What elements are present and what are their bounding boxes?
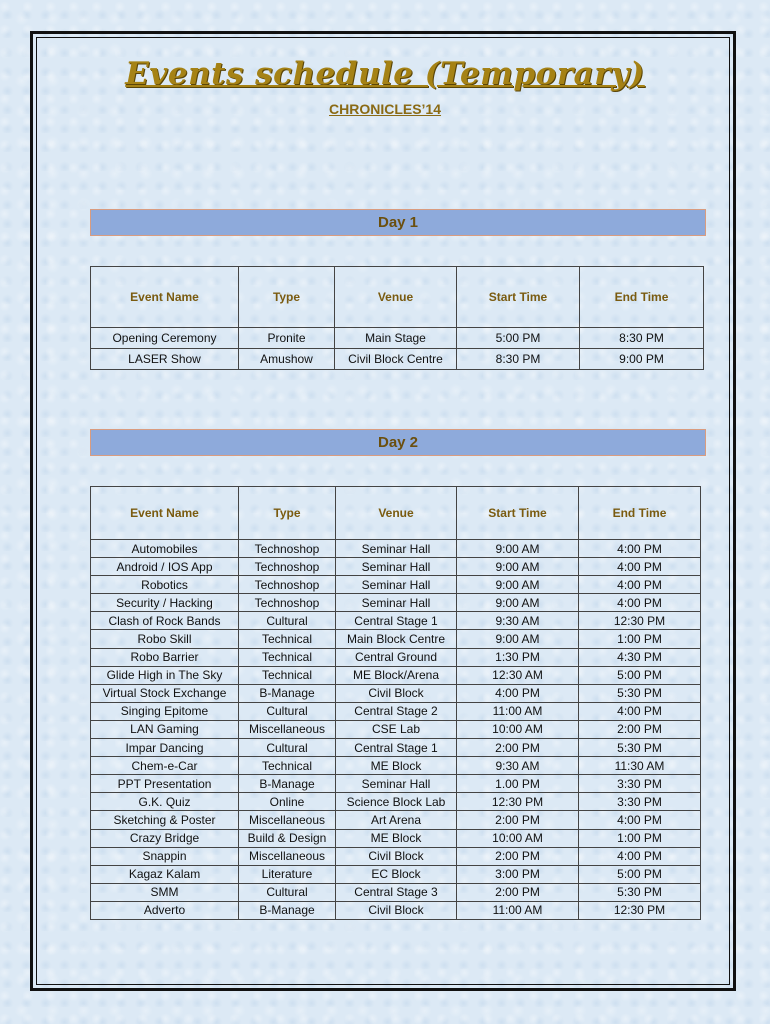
end-time-cell: 5:30 PM xyxy=(579,684,701,702)
start-time-cell: 4:00 PM xyxy=(457,684,579,702)
table-row xyxy=(91,594,701,612)
end-time-cell: 12:30 PM xyxy=(579,612,701,630)
table-row xyxy=(91,666,701,684)
type-cell: Technical xyxy=(239,757,336,775)
end-time-cell: 4:00 PM xyxy=(579,558,701,576)
end-time-cell: 12:30 PM xyxy=(579,901,701,919)
event-name-cell: Robo Skill xyxy=(91,630,239,648)
start-time-cell: 12:30 PM xyxy=(457,793,579,811)
venue-cell: Main Stage xyxy=(335,328,457,349)
table-header-row xyxy=(91,487,701,540)
event-name-cell: Android / IOS App xyxy=(91,558,239,576)
table-row xyxy=(91,865,701,883)
event-name-cell: Impar Dancing xyxy=(91,739,239,757)
event-name-cell: Security / Hacking xyxy=(91,594,239,612)
day-1-schedule-table xyxy=(90,266,704,370)
page-title: Events schedule (Temporary) xyxy=(125,56,645,92)
table-row xyxy=(91,793,701,811)
type-cell: Technoshop xyxy=(239,594,336,612)
event-name-cell: Sketching & Poster xyxy=(91,811,239,829)
column-header-type: Type xyxy=(239,487,336,540)
type-cell: Miscellaneous xyxy=(239,811,336,829)
venue-cell: CSE Lab xyxy=(336,720,457,738)
end-time-cell: 4:00 PM xyxy=(579,702,701,720)
table-row xyxy=(91,901,701,919)
column-header-start-time: Start Time xyxy=(457,487,579,540)
venue-cell: Seminar Hall xyxy=(336,540,457,558)
venue-cell: Civil Block Centre xyxy=(335,349,457,370)
event-name-cell: LASER Show xyxy=(91,349,239,370)
end-time-cell: 4:00 PM xyxy=(579,847,701,865)
venue-cell: Science Block Lab xyxy=(336,793,457,811)
event-name-cell: Clash of Rock Bands xyxy=(91,612,239,630)
table-row xyxy=(91,684,701,702)
day-2-table-body xyxy=(91,540,701,920)
table-row xyxy=(91,775,701,793)
event-name-cell: Automobiles xyxy=(91,540,239,558)
start-time-cell: 12:30 AM xyxy=(457,666,579,684)
type-cell: Cultural xyxy=(239,739,336,757)
column-header-start-time: Start Time xyxy=(457,267,580,328)
end-time-cell: 4:00 PM xyxy=(579,811,701,829)
event-name-cell: Kagaz Kalam xyxy=(91,865,239,883)
start-time-cell: 9:00 AM xyxy=(457,594,579,612)
start-time-cell: 9:00 AM xyxy=(457,540,579,558)
event-name-cell: LAN Gaming xyxy=(91,720,239,738)
start-time-cell: 10:00 AM xyxy=(457,720,579,738)
table-row xyxy=(91,739,701,757)
start-time-cell: 1:30 PM xyxy=(457,648,579,666)
start-time-cell: 9:00 AM xyxy=(457,558,579,576)
start-time-cell: 11:00 AM xyxy=(457,901,579,919)
end-time-cell: 8:30 PM xyxy=(580,328,704,349)
table-row xyxy=(91,612,701,630)
venue-cell: Civil Block xyxy=(336,684,457,702)
day-1-table-body xyxy=(91,328,704,370)
event-name-cell: Adverto xyxy=(91,901,239,919)
event-name-cell: Opening Ceremony xyxy=(91,328,239,349)
table-row xyxy=(91,630,701,648)
end-time-cell: 4:00 PM xyxy=(579,594,701,612)
type-cell: Amushow xyxy=(239,349,335,370)
table-row xyxy=(91,811,701,829)
venue-cell: ME Block xyxy=(336,829,457,847)
start-time-cell: 1.00 PM xyxy=(457,775,579,793)
end-time-cell: 4:00 PM xyxy=(579,540,701,558)
venue-cell: Civil Block xyxy=(336,847,457,865)
event-name-cell: Glide High in The Sky xyxy=(91,666,239,684)
event-name-cell: G.K. Quiz xyxy=(91,793,239,811)
venue-cell: Seminar Hall xyxy=(336,594,457,612)
venue-cell: Civil Block xyxy=(336,901,457,919)
start-time-cell: 9:00 AM xyxy=(457,576,579,594)
type-cell: Technical xyxy=(239,630,336,648)
event-name-cell: Robo Barrier xyxy=(91,648,239,666)
event-name-cell: SMM xyxy=(91,883,239,901)
type-cell: B-Manage xyxy=(239,775,336,793)
end-time-cell: 1:00 PM xyxy=(579,829,701,847)
start-time-cell: 11:00 AM xyxy=(457,702,579,720)
start-time-cell: 2:00 PM xyxy=(457,811,579,829)
day-1-heading: Day 1 xyxy=(90,209,706,236)
venue-cell: Seminar Hall xyxy=(336,576,457,594)
type-cell: Miscellaneous xyxy=(239,847,336,865)
venue-cell: Main Block Centre xyxy=(336,630,457,648)
end-time-cell: 1:00 PM xyxy=(579,630,701,648)
start-time-cell: 9:00 AM xyxy=(457,630,579,648)
column-header-event-name: Event Name xyxy=(91,267,239,328)
start-time-cell: 8:30 PM xyxy=(457,349,580,370)
table-row xyxy=(91,349,704,370)
table-row xyxy=(91,757,701,775)
venue-cell: Central Stage 1 xyxy=(336,612,457,630)
end-time-cell: 5:00 PM xyxy=(579,666,701,684)
end-time-cell: 11:30 AM xyxy=(579,757,701,775)
type-cell: B-Manage xyxy=(239,684,336,702)
type-cell: Technical xyxy=(239,666,336,684)
event-name-cell: Singing Epitome xyxy=(91,702,239,720)
column-header-venue: Venue xyxy=(336,487,457,540)
type-cell: Technoshop xyxy=(239,540,336,558)
table-row xyxy=(91,829,701,847)
type-cell: Cultural xyxy=(239,883,336,901)
table-row xyxy=(91,540,701,558)
venue-cell: Art Arena xyxy=(336,811,457,829)
venue-cell: ME Block xyxy=(336,757,457,775)
venue-cell: ME Block/Arena xyxy=(336,666,457,684)
table-row xyxy=(91,576,701,594)
end-time-cell: 3:30 PM xyxy=(579,793,701,811)
venue-cell: EC Block xyxy=(336,865,457,883)
end-time-cell: 4:00 PM xyxy=(579,576,701,594)
type-cell: Technical xyxy=(239,648,336,666)
type-cell: Miscellaneous xyxy=(239,720,336,738)
event-name-cell: Chem-e-Car xyxy=(91,757,239,775)
table-row xyxy=(91,702,701,720)
venue-cell: Central Stage 1 xyxy=(336,739,457,757)
page-subtitle: CHRONICLES’14 xyxy=(328,101,442,117)
venue-cell: Seminar Hall xyxy=(336,558,457,576)
type-cell: Cultural xyxy=(239,612,336,630)
event-name-cell: PPT Presentation xyxy=(91,775,239,793)
day-2-heading: Day 2 xyxy=(90,429,706,456)
end-time-cell: 9:00 PM xyxy=(580,349,704,370)
start-time-cell: 2:00 PM xyxy=(457,883,579,901)
type-cell: Build & Design xyxy=(239,829,336,847)
end-time-cell: 5:30 PM xyxy=(579,739,701,757)
day-2-schedule-table xyxy=(90,486,701,920)
column-header-end-time: End Time xyxy=(579,487,701,540)
start-time-cell: 2:00 PM xyxy=(457,847,579,865)
venue-cell: Central Ground xyxy=(336,648,457,666)
type-cell: Online xyxy=(239,793,336,811)
type-cell: B-Manage xyxy=(239,901,336,919)
type-cell: Technoshop xyxy=(239,576,336,594)
column-header-event-name: Event Name xyxy=(91,487,239,540)
type-cell: Pronite xyxy=(239,328,335,349)
event-name-cell: Robotics xyxy=(91,576,239,594)
table-row xyxy=(91,847,701,865)
event-name-cell: Virtual Stock Exchange xyxy=(91,684,239,702)
type-cell: Literature xyxy=(239,865,336,883)
column-header-venue: Venue xyxy=(335,267,457,328)
start-time-cell: 5:00 PM xyxy=(457,328,580,349)
event-name-cell: Crazy Bridge xyxy=(91,829,239,847)
end-time-cell: 3:30 PM xyxy=(579,775,701,793)
start-time-cell: 9:30 AM xyxy=(457,612,579,630)
type-cell: Technoshop xyxy=(239,558,336,576)
table-row xyxy=(91,720,701,738)
start-time-cell: 3:00 PM xyxy=(457,865,579,883)
table-row xyxy=(91,648,701,666)
column-header-end-time: End Time xyxy=(580,267,704,328)
event-name-cell: Snappin xyxy=(91,847,239,865)
table-row xyxy=(91,883,701,901)
end-time-cell: 2:00 PM xyxy=(579,720,701,738)
end-time-cell: 5:30 PM xyxy=(579,883,701,901)
venue-cell: Central Stage 3 xyxy=(336,883,457,901)
start-time-cell: 2:00 PM xyxy=(457,739,579,757)
end-time-cell: 5:00 PM xyxy=(579,865,701,883)
column-header-type: Type xyxy=(239,267,335,328)
type-cell: Cultural xyxy=(239,702,336,720)
venue-cell: Seminar Hall xyxy=(336,775,457,793)
end-time-cell: 4:30 PM xyxy=(579,648,701,666)
table-row xyxy=(91,328,704,349)
start-time-cell: 9:30 AM xyxy=(457,757,579,775)
venue-cell: Central Stage 2 xyxy=(336,702,457,720)
table-row xyxy=(91,558,701,576)
start-time-cell: 10:00 AM xyxy=(457,829,579,847)
table-header-row xyxy=(91,267,704,328)
